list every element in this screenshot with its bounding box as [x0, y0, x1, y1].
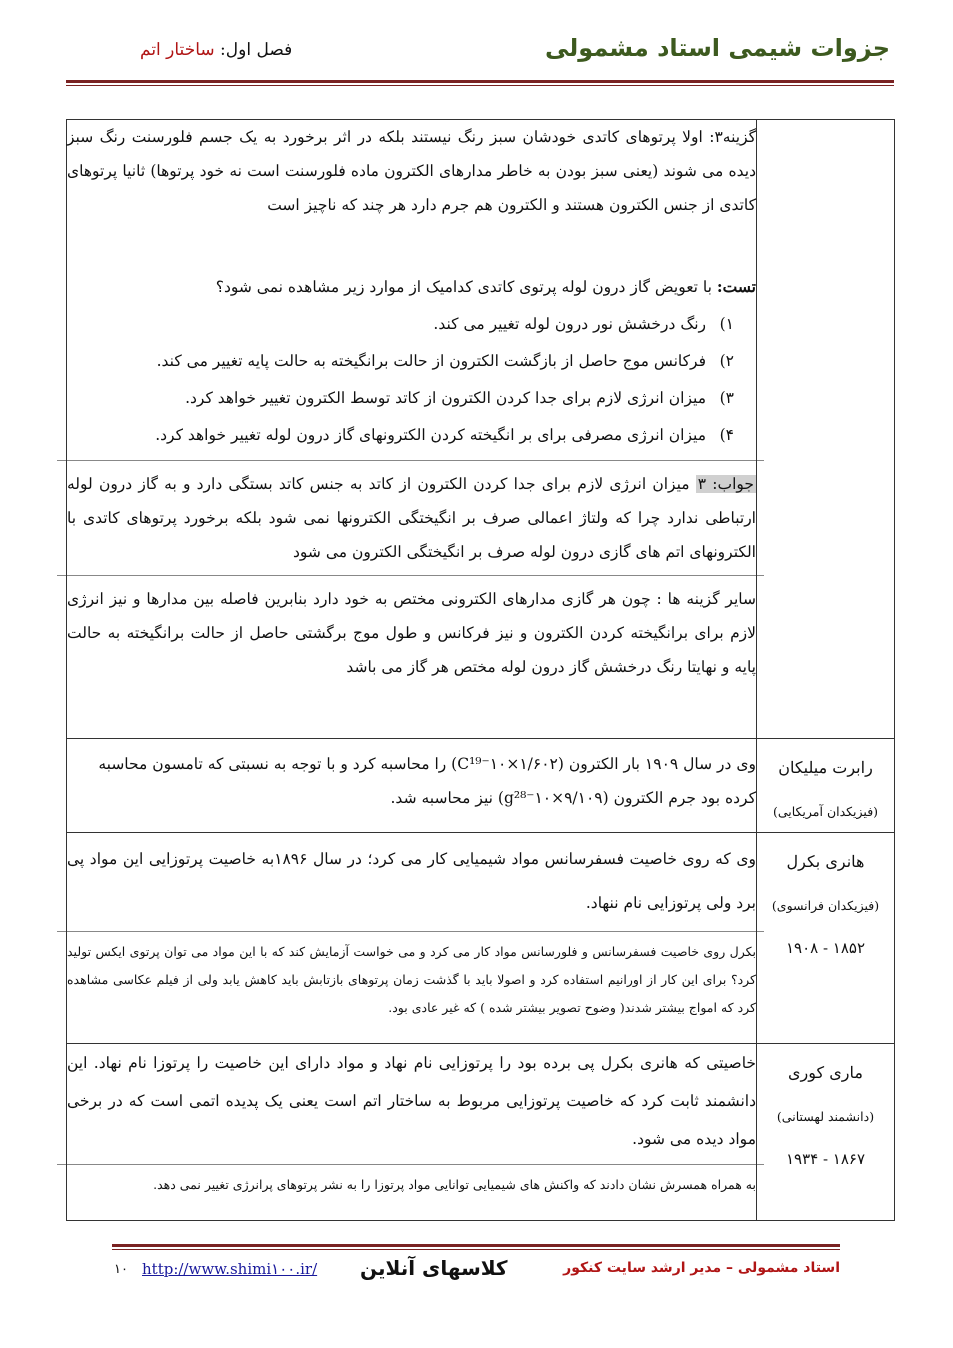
list-item — [67, 306, 734, 343]
website-link[interactable]: http://www.shimi۱۰۰.ir/ — [142, 1260, 318, 1278]
divider — [57, 460, 764, 461]
option-number: ۱) — [719, 315, 734, 333]
divider — [57, 1164, 764, 1165]
test-question-text: با تعویض گاز درون لوله پرتوی کاتدی کدامیک از موارد زیر مشاهده نمی شود؟ — [215, 278, 712, 296]
scientist-cell — [757, 833, 895, 1044]
table-row — [67, 1044, 895, 1221]
table-row — [67, 833, 895, 1044]
side-cell-empty — [757, 120, 895, 739]
scientist-years: ۱۸۶۷ - ۱۹۳۴ — [785, 1150, 866, 1168]
scientist-cell — [757, 1044, 895, 1221]
scientist-name: ماری کوری — [788, 1063, 863, 1082]
body-cell — [67, 1044, 757, 1221]
option-text: رنگ درخشش نور درون لوله تغییر می کند. — [433, 315, 706, 333]
becquerel-note: بکرل روی خاصیت فسفرسانس و فلورسانس مواد کار می کرد و می خواست آزمایش کند که با این مواد می توان پرتوی ایکس تولید کرد؟ برای این کار از اورانیم استفاده کرد و اصولا باید با گذشت زمان پرتوهای بازتابش باید کاهش یابد ولی از فیلم عکاسی مشاهده کرد که امواج بیشتر شدند( وضوح تصویر بیشتر شده ) که غیر عادی بود. — [67, 944, 756, 1015]
scientist-name: رابرت میلیکان — [778, 758, 873, 777]
footer-rule — [112, 1244, 840, 1247]
curie-main: خاصیتی که هانری بکرل پی برده بود را پرتوزایی نام نهاد و مواد دارای این خاصیت را پرتوزا نام نهاد. این دانشمند ثابت کرد که خاصیت پرتوزایی مربوط به ساختار اتم است یعنی یک پدیده اتمی است که در برخی مواد دیده می شود. — [67, 1054, 756, 1148]
curie-note: به همراه همسرش نشان دادند که واکنش های شیمیایی توانایی مواد پرتوزا را به نشر پرتوهای پرانرژی تغییر نمی دهد. — [153, 1177, 756, 1192]
page-number: ۱۰ — [114, 1262, 128, 1277]
test-label: تست: — [716, 277, 756, 296]
list-item — [67, 343, 734, 380]
millikan-line-2: کرده بود جرم الکترون (g²⁸⁻۱۰×۹/۱۰۹) نیز محاسبه شد. — [390, 789, 756, 807]
footer-rule-thin — [112, 1249, 840, 1250]
list-item — [67, 417, 734, 454]
body-cell — [67, 833, 757, 1044]
scientist-name: هانری بکرل — [786, 852, 865, 871]
scientist-role: (فیزیکدان فرانسوی) — [771, 898, 880, 913]
body-cell — [67, 739, 757, 833]
answer-label: جواب: ۳ — [697, 475, 754, 493]
page-header — [66, 22, 894, 82]
table-row — [67, 739, 895, 833]
scientist-cell — [757, 739, 895, 833]
option-number: ۳) — [719, 389, 734, 407]
millikan-line-1: وی در سال ۱۹۰۹ بار الکترون (C¹⁹⁻۱۰×۱/۶۰۲) را محاسبه کرد و با توجه به نسبتی که تامسون محاسبه — [98, 755, 756, 773]
book-title: جزوات شیمی استاد مشمولی — [545, 34, 890, 62]
option3-explanation: گزینه۳: اولا پرتوهای کاتدی خودشان سبز رنگ نیستند بلکه در اثر برخورد به یک جسم فلورسنت رنگ سبز دیده می شوند (یعنی سبز بودن به خاطر مدارهای الکترون ماده فلورسنت است نه خود پرتوها) ثانیا پرتوهای کاتدی از جنس الکترون هستند و الکترون هم جرم دارد هر چند که ناچیز است — [67, 128, 756, 214]
scientist-role: (فیزیکدان آمریکایی) — [772, 804, 879, 819]
list-item — [67, 380, 734, 417]
option-text: میزان انرژی لازم برای جدا کردن الکترون از کاتد توسط الکترون تغییر خواهد کرد. — [185, 389, 706, 407]
answer-text: میزان انرژی لازم برای جدا کردن الکترون از کاتد به جنس کاتد بستگی دارد و به گاز درون لوله ارتباطی ندارد چرا که ولتاژ اعمالی صرف بر انگیختگی الکترونها نمی شود بلکه برخورد پرتوهای کاتدی با الکترونهای اتم های گازی درون لوله صرف بر انگیختگی الکترون می شود — [67, 475, 756, 561]
test-question — [67, 268, 756, 306]
divider — [57, 575, 764, 576]
option-number: ۴) — [719, 426, 734, 444]
table-row — [67, 120, 895, 739]
options-list — [67, 306, 756, 454]
option-text: فرکانس موج حاصل از بازگشت الکترون از حالت برانگیخته به حالت پایه تغییر می کند. — [156, 352, 706, 370]
body-cell — [67, 120, 757, 739]
page-footer — [112, 1258, 840, 1284]
option-number: ۲) — [719, 352, 734, 370]
scientist-role: (دانشمند لهستانی) — [776, 1109, 875, 1124]
footer-classes: کلاسهای آنلاین — [360, 1256, 508, 1280]
chapter-name: ساختار اتم — [140, 40, 215, 60]
divider — [57, 931, 764, 932]
footer-author: استاد مشمولی – مدیر ارشد سایت کنکور — [563, 1260, 840, 1276]
content-table — [66, 119, 895, 1221]
answer — [67, 467, 756, 569]
becquerel-main: وی که روی خاصیت فسفرسانس مواد شیمیایی کار می کرد؛ در سال ۱۸۹۶به خاصیت پرتوزایی این مواد پی برد ولی پرتوزایی نام ننهاد. — [67, 850, 756, 912]
header-rule — [66, 80, 894, 83]
option-text: میزان انرژی مصرفی برای بر انگیخته کردن الکترونهای گاز درون لوله تغییر خواهد کرد. — [155, 426, 706, 444]
scientist-years: ۱۸۵۲ - ۱۹۰۸ — [785, 939, 866, 957]
chapter-heading — [140, 40, 292, 60]
header-rule-thin — [66, 85, 894, 86]
chapter-label: فصل اول: — [220, 40, 293, 60]
other-options-explanation: سایر گزینه ها : چون هر گازی مدارهای الکترونی مختص به خود دارد بنابرین فاصله بین مدارها و نیز انرژی لازم برای برانگیخته کردن الکترون و نیز فرکانس و طول موج برگشتی حاصل از حالت برانگیخته به حالت پایه و نهایتا رنگ درخشش گاز درون لوله مختص هر گاز می باشد — [67, 590, 756, 676]
